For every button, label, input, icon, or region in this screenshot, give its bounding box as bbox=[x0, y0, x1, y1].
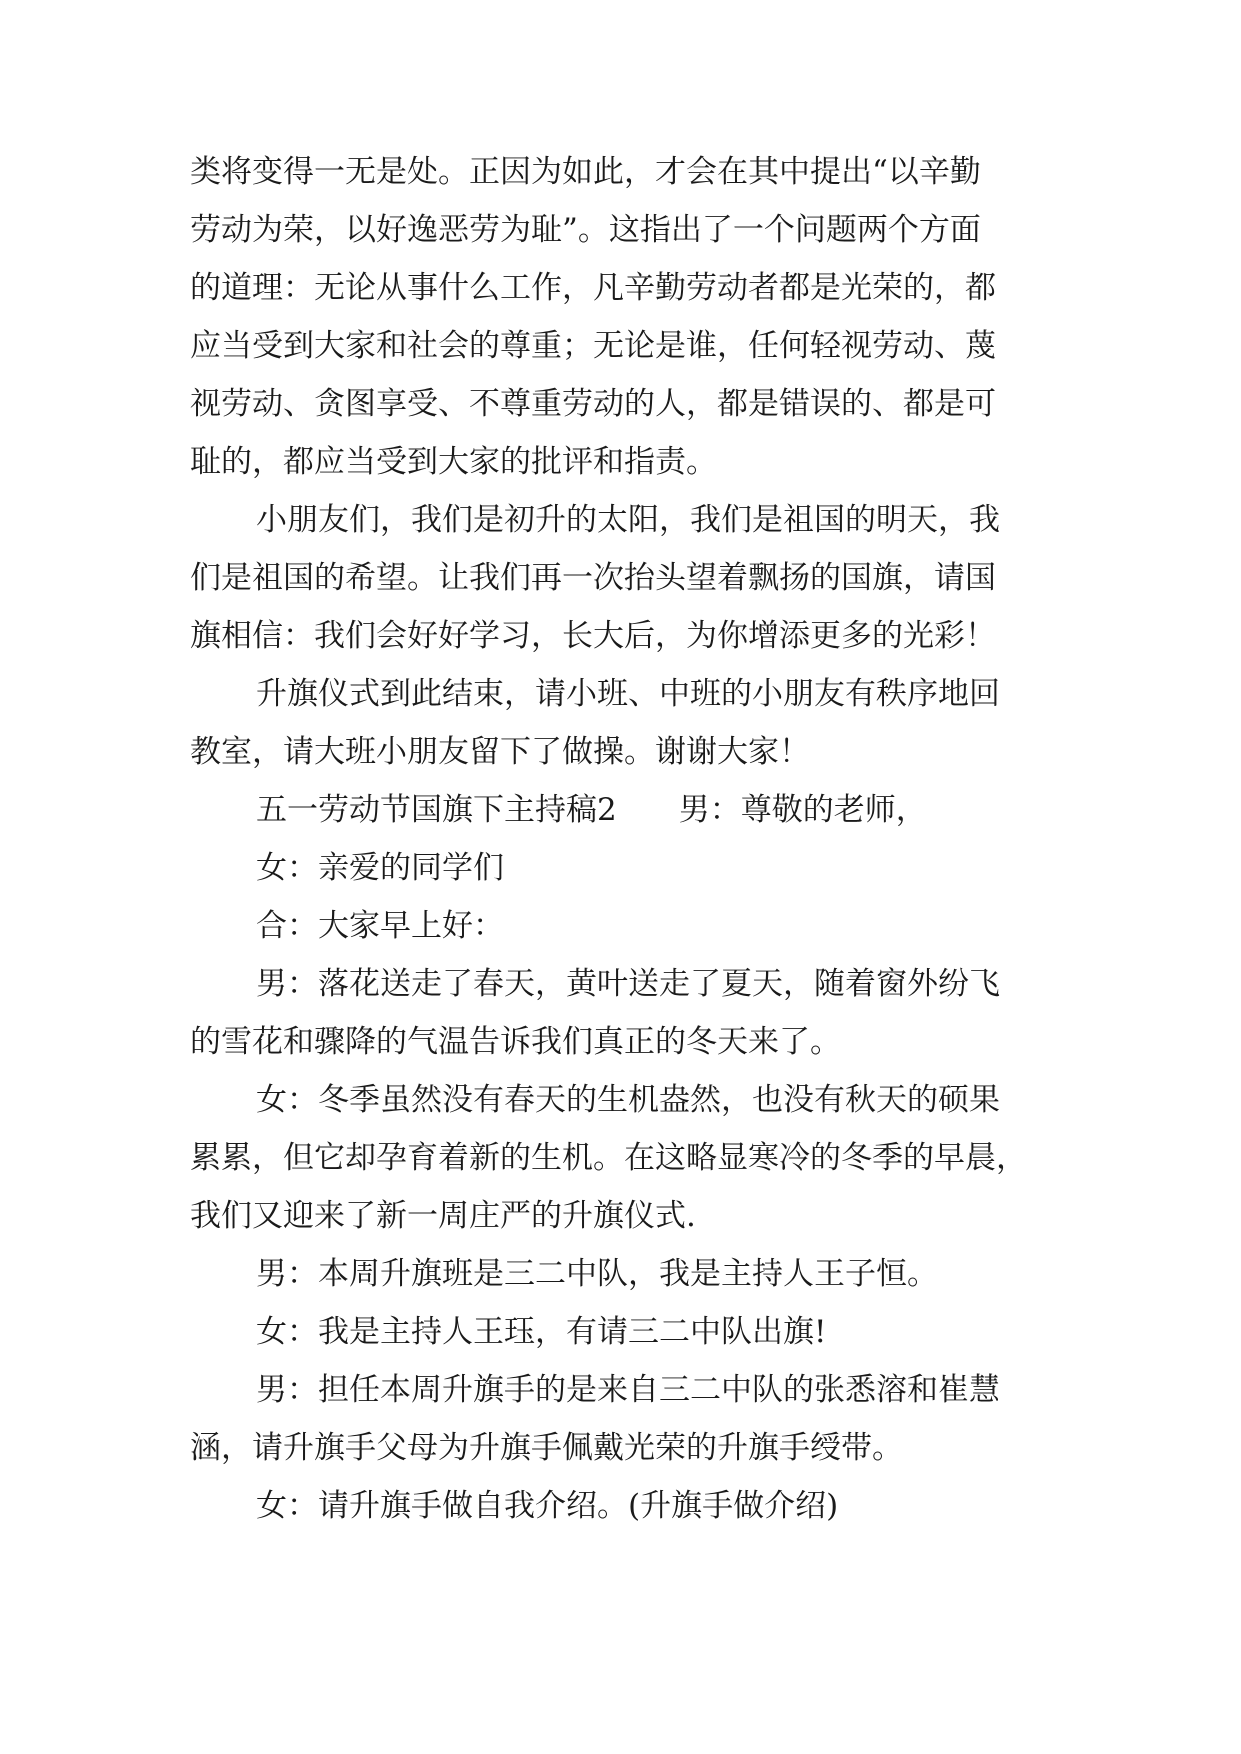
dialogue-line: 女：我是主持人王珏，有请三二中队出旗! bbox=[256, 1314, 827, 1350]
text-line: 们是祖国的希望。让我们再一次抬头望着飘扬的国旗，请国 bbox=[190, 560, 996, 596]
text-line: 教室，请大班小朋友留下了做操。谢谢大家！ bbox=[190, 734, 810, 770]
text-line: 耻的，都应当受到大家的批评和指责。 bbox=[190, 444, 717, 480]
text-line: 累累，但它却孕育着新的生机。在这略显寒冷的冬季的早晨， bbox=[190, 1140, 1027, 1176]
text-line: 视劳动、贪图享受、不尊重劳动的人，都是错误的、都是可 bbox=[190, 386, 996, 422]
dialogue-line: 女：亲爱的同学们 bbox=[256, 850, 504, 886]
dialogue-line: 男：落花送走了春天，黄叶送走了夏天，随着窗外纷飞 bbox=[256, 966, 1000, 1002]
section-title-line: 五一劳动节国旗下主持稿2 男：尊敬的老师， bbox=[256, 792, 927, 828]
text-line: 劳动为荣，以好逸恶劳为耻”。这指出了一个问题两个方面 bbox=[190, 212, 981, 248]
text-line: 应当受到大家和社会的尊重；无论是谁，任何轻视劳动、蔑 bbox=[190, 328, 996, 364]
text-line: 旗相信：我们会好好学习，长大后，为你增添更多的光彩！ bbox=[190, 618, 996, 654]
dialogue-line: 男：担任本周升旗手的是来自三二中队的张悉溶和崔慧 bbox=[256, 1372, 1000, 1408]
text-line: 的道理：无论从事什么工作，凡辛勤劳动者都是光荣的，都 bbox=[190, 270, 996, 306]
paragraph-start-line: 小朋友们，我们是初升的太阳，我们是祖国的明天，我 bbox=[256, 502, 1000, 538]
dialogue-line: 合：大家早上好： bbox=[256, 908, 504, 944]
text-line: 的雪花和骤降的气温告诉我们真正的冬天来了。 bbox=[190, 1024, 841, 1060]
text-line: 类将变得一无是处。正因为如此，才会在其中提出“以辛勤 bbox=[190, 154, 981, 190]
dialogue-line: 女：冬季虽然没有春天的生机盎然，也没有秋天的硕果 bbox=[256, 1082, 1000, 1118]
paragraph-start-line: 升旗仪式到此结束，请小班、中班的小朋友有秩序地回 bbox=[256, 676, 1000, 712]
dialogue-line: 男：本周升旗班是三二中队，我是主持人王子恒。 bbox=[256, 1256, 938, 1292]
dialogue-line: 女：请升旗手做自我介绍。(升旗手做介绍) bbox=[256, 1488, 839, 1524]
text-line: 我们又迎来了新一周庄严的升旗仪式. bbox=[190, 1198, 696, 1234]
text-line: 涵，请升旗手父母为升旗手佩戴光荣的升旗手绶带。 bbox=[190, 1430, 903, 1466]
